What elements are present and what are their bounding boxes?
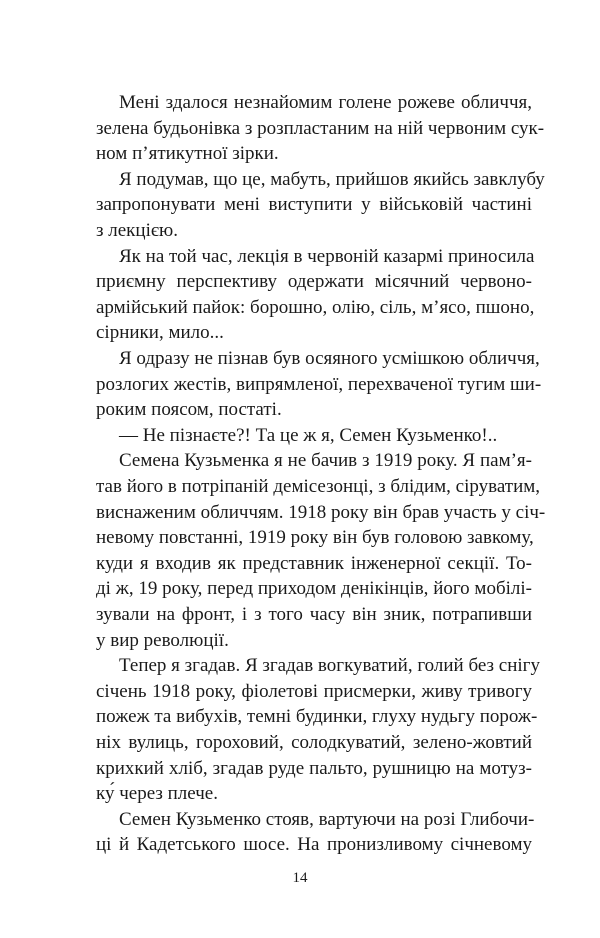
text-line: зелена будьонівка з розпластаним на ній червоним сук- [96, 117, 545, 139]
text-line: невому повстанні, 1919 року він був головою завкому, [96, 527, 534, 549]
text-line: розлогих жестів, випрямленої, перехваченої тугим ши- [96, 373, 542, 395]
text-line: зували на фронт, і з того часу він зник, потрапивши [96, 604, 532, 625]
text-line: січень 1918 року, фіолетові присмерки, живу тривогу [96, 680, 532, 702]
text-line: ку́ через плече. [96, 783, 218, 805]
text-line: ном п’ятикутної зірки. [96, 143, 279, 165]
text-line: Я одразу не пізнав був осяяного усмішкою обличчя, [119, 348, 540, 369]
text-line: ніх вулиць, гороховий, солодкуватий, зелено-жовтий [96, 732, 532, 753]
text-line: Мені здалося незнайомим голене рожеве обличчя, [119, 92, 532, 113]
text-line: виснаженим обличчям. 1918 року він брав участь у січ- [96, 501, 546, 523]
text-line: тав його в потріпаній демісезонці, з блідим, сіруватим, [96, 476, 541, 497]
text-line: армійський пайок: борошно, олію, сіль, м’ясо, пшоно, [96, 296, 535, 318]
text-line: Семен Кузьменко стояв, вартуючи на розі Глибочи- [119, 808, 535, 830]
text-line: Я подумав, що це, мабуть, прийшов якийсь завклубу [119, 168, 545, 190]
text-line: крихкий хліб, згадав руде пальто, рушницю на мотуз- [96, 757, 532, 779]
text-line: Семена Кузьменка я не бачив з 1919 року. Я пам’я- [119, 450, 532, 472]
text-line: сірники, мило... [96, 322, 224, 344]
text-line: запропонувати мені виступити у військовій частині [96, 194, 532, 216]
text-line: пожеж та вибухів, темні будинки, глуху нудьгу порож- [96, 706, 538, 728]
text-line: ді ж, 19 року, перед приходом денікінців, його мобілі- [96, 578, 532, 600]
text-line: Тепер я згадав. Я згадав вогкуватий, голий без снігу [119, 655, 540, 677]
text-line: з лекцією. [96, 220, 178, 241]
text-line: — Не пізнаєте?! Та це ж я, Семен Кузьменко!.. [119, 424, 498, 446]
text-line: у вир революції. [96, 629, 229, 651]
text-line: Як на той час, лекція в червоній казармі приносила [119, 245, 535, 267]
text-line: приємну перспективу одержати місячний червоно- [96, 271, 532, 293]
text-line: ці й Кадетського шосе. На пронизливому січневому [96, 834, 532, 856]
text-line: роким поясом, постаті. [96, 399, 282, 421]
page-number: 14 [292, 870, 308, 886]
text-line: куди я входив як представник інженерної секції. То- [96, 552, 532, 574]
